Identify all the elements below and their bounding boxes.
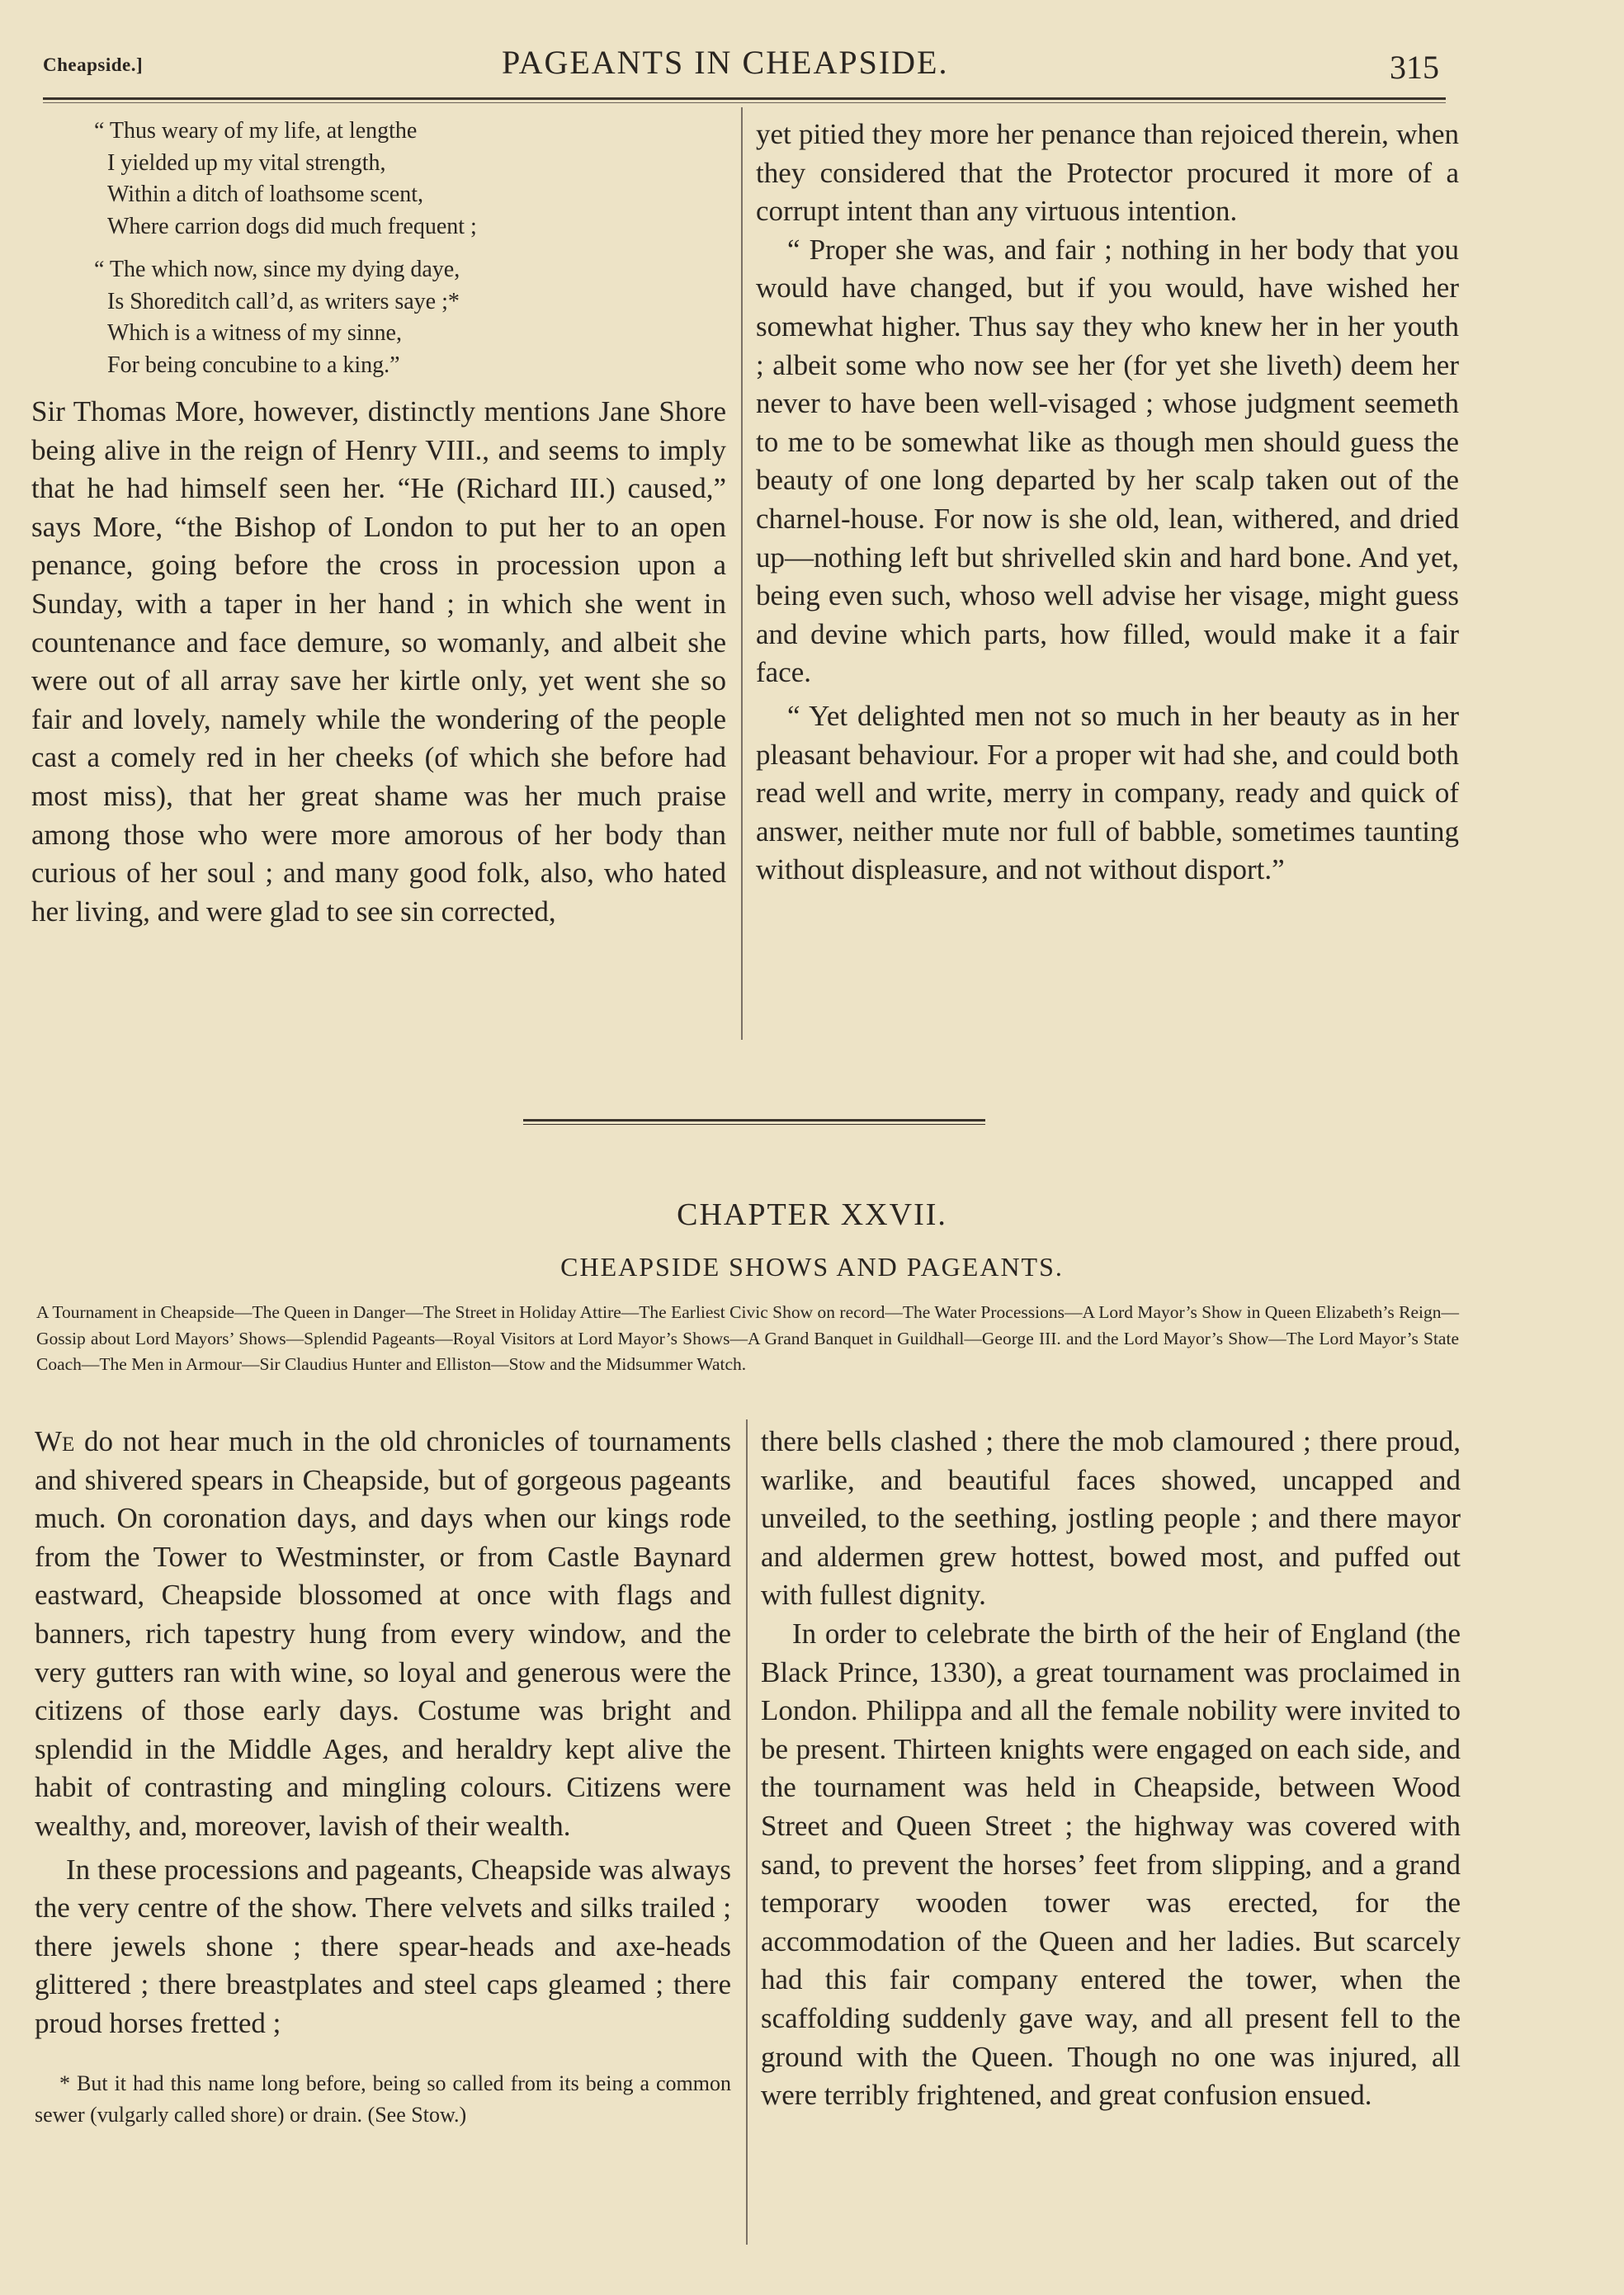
poem-line: Where carrion dogs did much frequent ;	[107, 213, 477, 239]
column-divider	[741, 107, 743, 1040]
paragraph: In order to celebrate the birth of the heir of England (the Black Prince, 1330), a great tournament was proclaimed in London. Philippa and all the female nobility were invited to be present. Thirteen knights were engaged on each side, and the tournament was held in Cheapside, between Wood Street and Queen Street ; the highway was covered with sand, to prevent the horses’ feet from slipping, and a grand temporary wooden tower was erected, for the accommodation of the Queen and her ladies. But scarcely had this fair company entered the tower, when the scaffolding suddenly gave way, and all present fell to the ground with the Queen. Though no one was injured, all were terribly frightened, and great confusion ensued.	[761, 1617, 1461, 2112]
paragraph: “ Proper she was, and fair ; nothing in her body that you would have changed, but if you would, have wished her somewhat higher. Thus say they who knew her in her youth ; albeit some who now see her (for yet she liveth) deem her never to have been well-visaged ; whose judgment seemeth to me to be somewhat like as though men should guess the beauty of one long departed by her scalp taken out of the charnel-house. For now is she old, lean, withered, and dried up—nothing left but shrivelled skin and hard bone. And yet, being even such, whoso well advise her visage, might guess and devine which parts, how filled, would make it a fair face.	[756, 233, 1459, 689]
column-lower-left	[35, 1423, 731, 2131]
poem-line: “ Thus weary of my life, at lengthe	[94, 118, 418, 144]
column-upper-right	[756, 116, 1459, 890]
paragraph: Sir Thomas More, however, distinctly mentions Jane Shore being alive in the reign of Henry VIII., and seems to imply that he had himself seen her. “He (Richard III.) caused,” says More, “the Bishop of London to put her to an open penance, going before the cross in procession upon a Sunday, with a taper in her hand ; in which she went in countenance and face demure, so womanly, and albeit she were out of all array save her kirtle only, yet went she so fair and lovely, namely while the wondering of the people cast a comely red in her cheeks (of which she before had most miss), that her great shame was her much praise among those who were more amorous of her body than curious of her soul ; and many good folk, also, who hated her living, and were glad to see sin corrected,	[31, 395, 726, 928]
chapter-synopsis: A Tournament in Cheapside—The Queen in Danger—The Street in Holiday Attire—The Earliest Civic Show on record—The Water Processions—A Lord Mayor’s Show in Queen Elizabeth’s Reign—Gossip about Lord Mayors’ Shows—Splendid Pageants—Royal Visitors at Lord Mayor’s Shows—A Grand Banquet in Guildhall—George III. and the Lord Mayor’s Show—The Lord Mayor’s State Coach—The Men in Armour—Sir Claudius Hunter and Elliston—Stow and the Midsummer Watch.	[36, 1302, 1459, 1374]
paragraph: “ Yet delighted men not so much in her beauty as in her pleasant behaviour. For a proper wit had she, and could both read well and write, merry in company, ready and quick of answer, neither mute nor full of babble, sometimes taunting without displeasure, and not without disport.”	[756, 699, 1459, 886]
column-upper-left	[31, 116, 726, 931]
header-rule-thin	[43, 102, 1446, 103]
section-divider	[523, 1119, 985, 1125]
running-title: PAGEANTS IN CHEAPSIDE.	[502, 44, 949, 81]
chapter-title: CHEAPSIDE SHOWS AND PAGEANTS.	[560, 1252, 1064, 1282]
poem-line: “ The which now, since my dying daye,	[94, 257, 460, 282]
poem-stanza	[94, 254, 726, 381]
poem-line: I yielded up my vital strength,	[107, 149, 386, 176]
column-divider	[746, 1419, 748, 2245]
chapter-number: CHAPTER XXVII.	[677, 1197, 947, 1232]
running-head	[43, 41, 1446, 91]
paragraph: In these processions and pageants, Cheapside was always the very centre of the show. There velvets and silks trailed ; there jewels shone ; there spear-heads and axe-heads glittered ; there breastplates and steel caps gleamed ; there proud horses fretted ;	[35, 1853, 731, 2039]
paragraph-text: do not hear much in the old chronicles of tournaments and shivered spears in Cheapside, but of gorgeous pageants much. On coronation days, and days when our kings rode from the Tower to Westminster, or from Castle Baynard eastward, Cheapside blossomed at once with flags and banners, rich tapestry hung from every window, and the very gutters ran with wine, so loyal and generous were the citizens of those early days. Costume was bright and splendid in the Middle Ages, and heraldry kept alive the habit of contrasting and mingling colours. Citizens were wealthy, and, moreover, lavish of their wealth.	[35, 1425, 731, 1842]
footnote: * But it had this name long before, being so called from its being a common sewer (vulgarly called shore) or drain. (See Stow.)	[35, 2071, 731, 2127]
poem-line: Within a ditch of loathsome scent,	[107, 182, 424, 207]
paragraph: yet pitied they more her penance than rejoiced therein, when they considered that the Protector procured it more of a corrupt intent than any virtuous intention.	[756, 118, 1459, 228]
header-rule	[43, 97, 1446, 100]
poem-line: For being concubine to a king.”	[107, 352, 400, 378]
column-lower-right	[761, 1423, 1461, 2115]
poem-line: Which is a witness of my sinne,	[107, 320, 402, 346]
poem-stanza	[94, 116, 726, 243]
body-text	[31, 393, 726, 931]
paragraph	[35, 1423, 731, 1846]
poem	[94, 116, 726, 381]
paragraph: there bells clashed ; there the mob clamoured ; there proud, warlike, and beautiful faces showed, uncapped and unveiled, to the seething, jostling people ; and there mayor and aldermen grew hottest, bowed most, and puffed out with fullest dignity.	[761, 1425, 1461, 1612]
poem-line: Is Shoreditch call’d, as writers saye ;*	[107, 288, 460, 314]
page-number: 315	[1390, 49, 1439, 86]
drop-initial: We	[35, 1425, 75, 1457]
section-label: Cheapside.]	[43, 54, 144, 75]
